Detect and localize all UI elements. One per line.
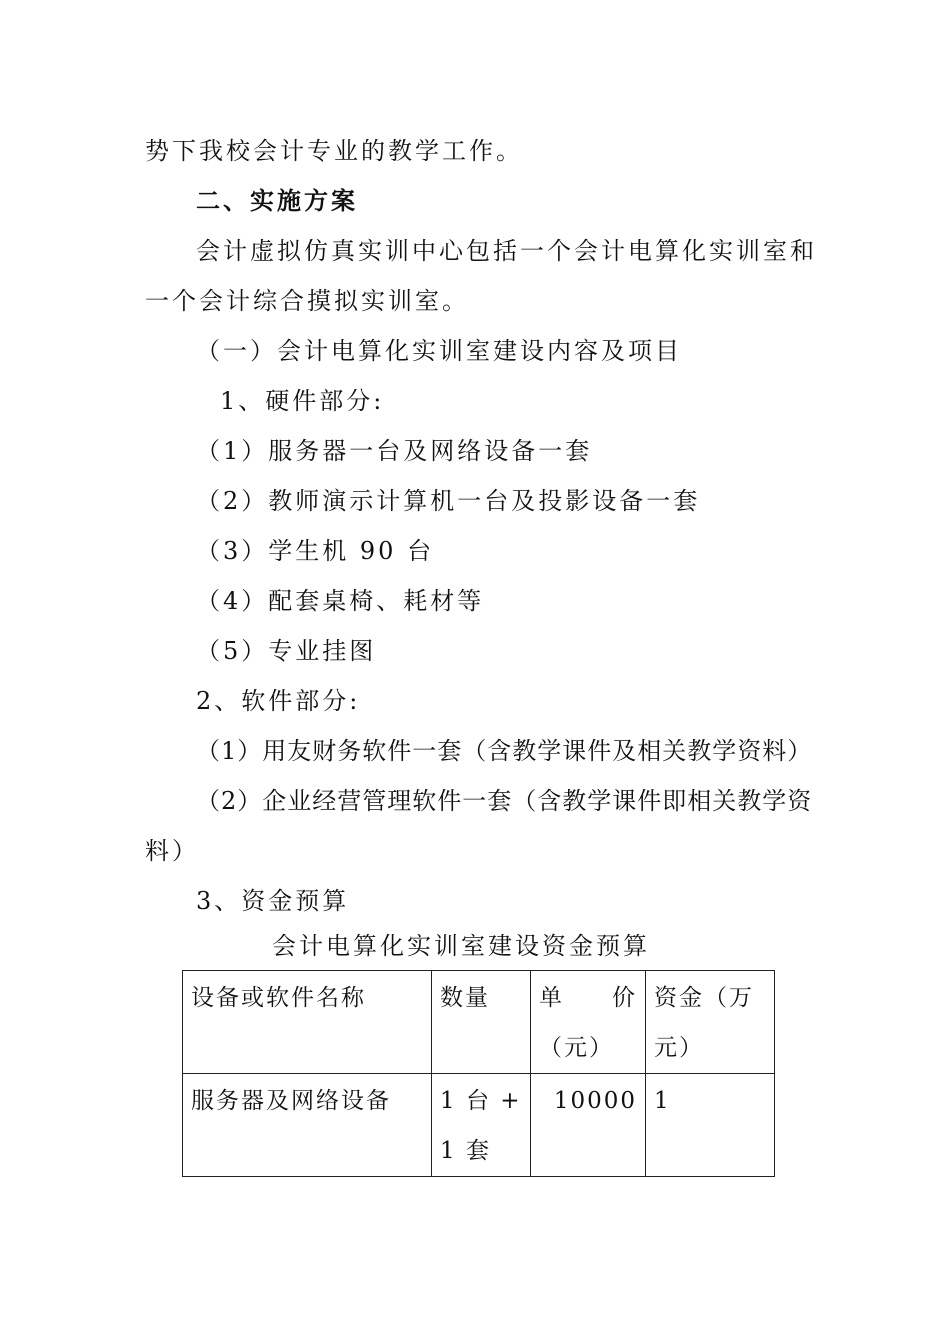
cell-amount: 1 xyxy=(646,1074,775,1177)
cell-name: 服务器及网络设备 xyxy=(183,1074,432,1177)
header-name: 设备或软件名称 xyxy=(183,971,432,1074)
list-item-continuation: 料） xyxy=(145,837,199,865)
hardware-heading: 1、硬件部分: xyxy=(220,387,385,415)
header-amount: 资金（万元） xyxy=(646,971,775,1074)
table-caption: 会计电算化实训室建设资金预算 xyxy=(272,932,650,960)
cell-price: 10000 xyxy=(531,1074,646,1177)
list-item: （1）服务器一台及网络设备一套 xyxy=(196,437,593,465)
cell-qty: 1 台 + 1 套 xyxy=(432,1074,531,1177)
list-item: （1）用友财务软件一套（含教学课件及相关教学资料） xyxy=(196,737,813,765)
fund-heading: 3、资金预算 xyxy=(196,887,350,915)
subsection-heading: （一）会计电算化实训室建设内容及项目 xyxy=(196,337,682,365)
header-price-b: 价 xyxy=(612,985,637,1011)
table-row xyxy=(183,1074,775,1177)
list-item: （2）企业经营管理软件一套（含教学课件即相关教学资 xyxy=(196,787,813,815)
header-price-a: 单 xyxy=(539,985,564,1011)
paragraph-line: 会计虚拟仿真实训中心包括一个会计电算化实训室和 xyxy=(196,237,817,265)
budget-table xyxy=(182,970,775,1177)
section-heading: 二、实施方案 xyxy=(196,186,358,215)
paragraph-line: 一个会计综合摸拟实训室。 xyxy=(145,287,469,315)
list-item: （5）专业挂图 xyxy=(196,637,377,665)
header-price xyxy=(531,971,646,1074)
list-item: （2）教师演示计算机一台及投影设备一套 xyxy=(196,487,701,515)
header-qty: 数量 xyxy=(432,971,531,1074)
software-heading: 2、软件部分: xyxy=(196,687,361,715)
list-item: （3）学生机 90 台 xyxy=(196,537,435,565)
header-price-unit: （元） xyxy=(539,1035,614,1061)
list-item: （4）配套桌椅、耗材等 xyxy=(196,587,485,615)
table-header-row xyxy=(183,971,775,1074)
paragraph-continuation: 势下我校会计专业的教学工作。 xyxy=(145,137,523,165)
